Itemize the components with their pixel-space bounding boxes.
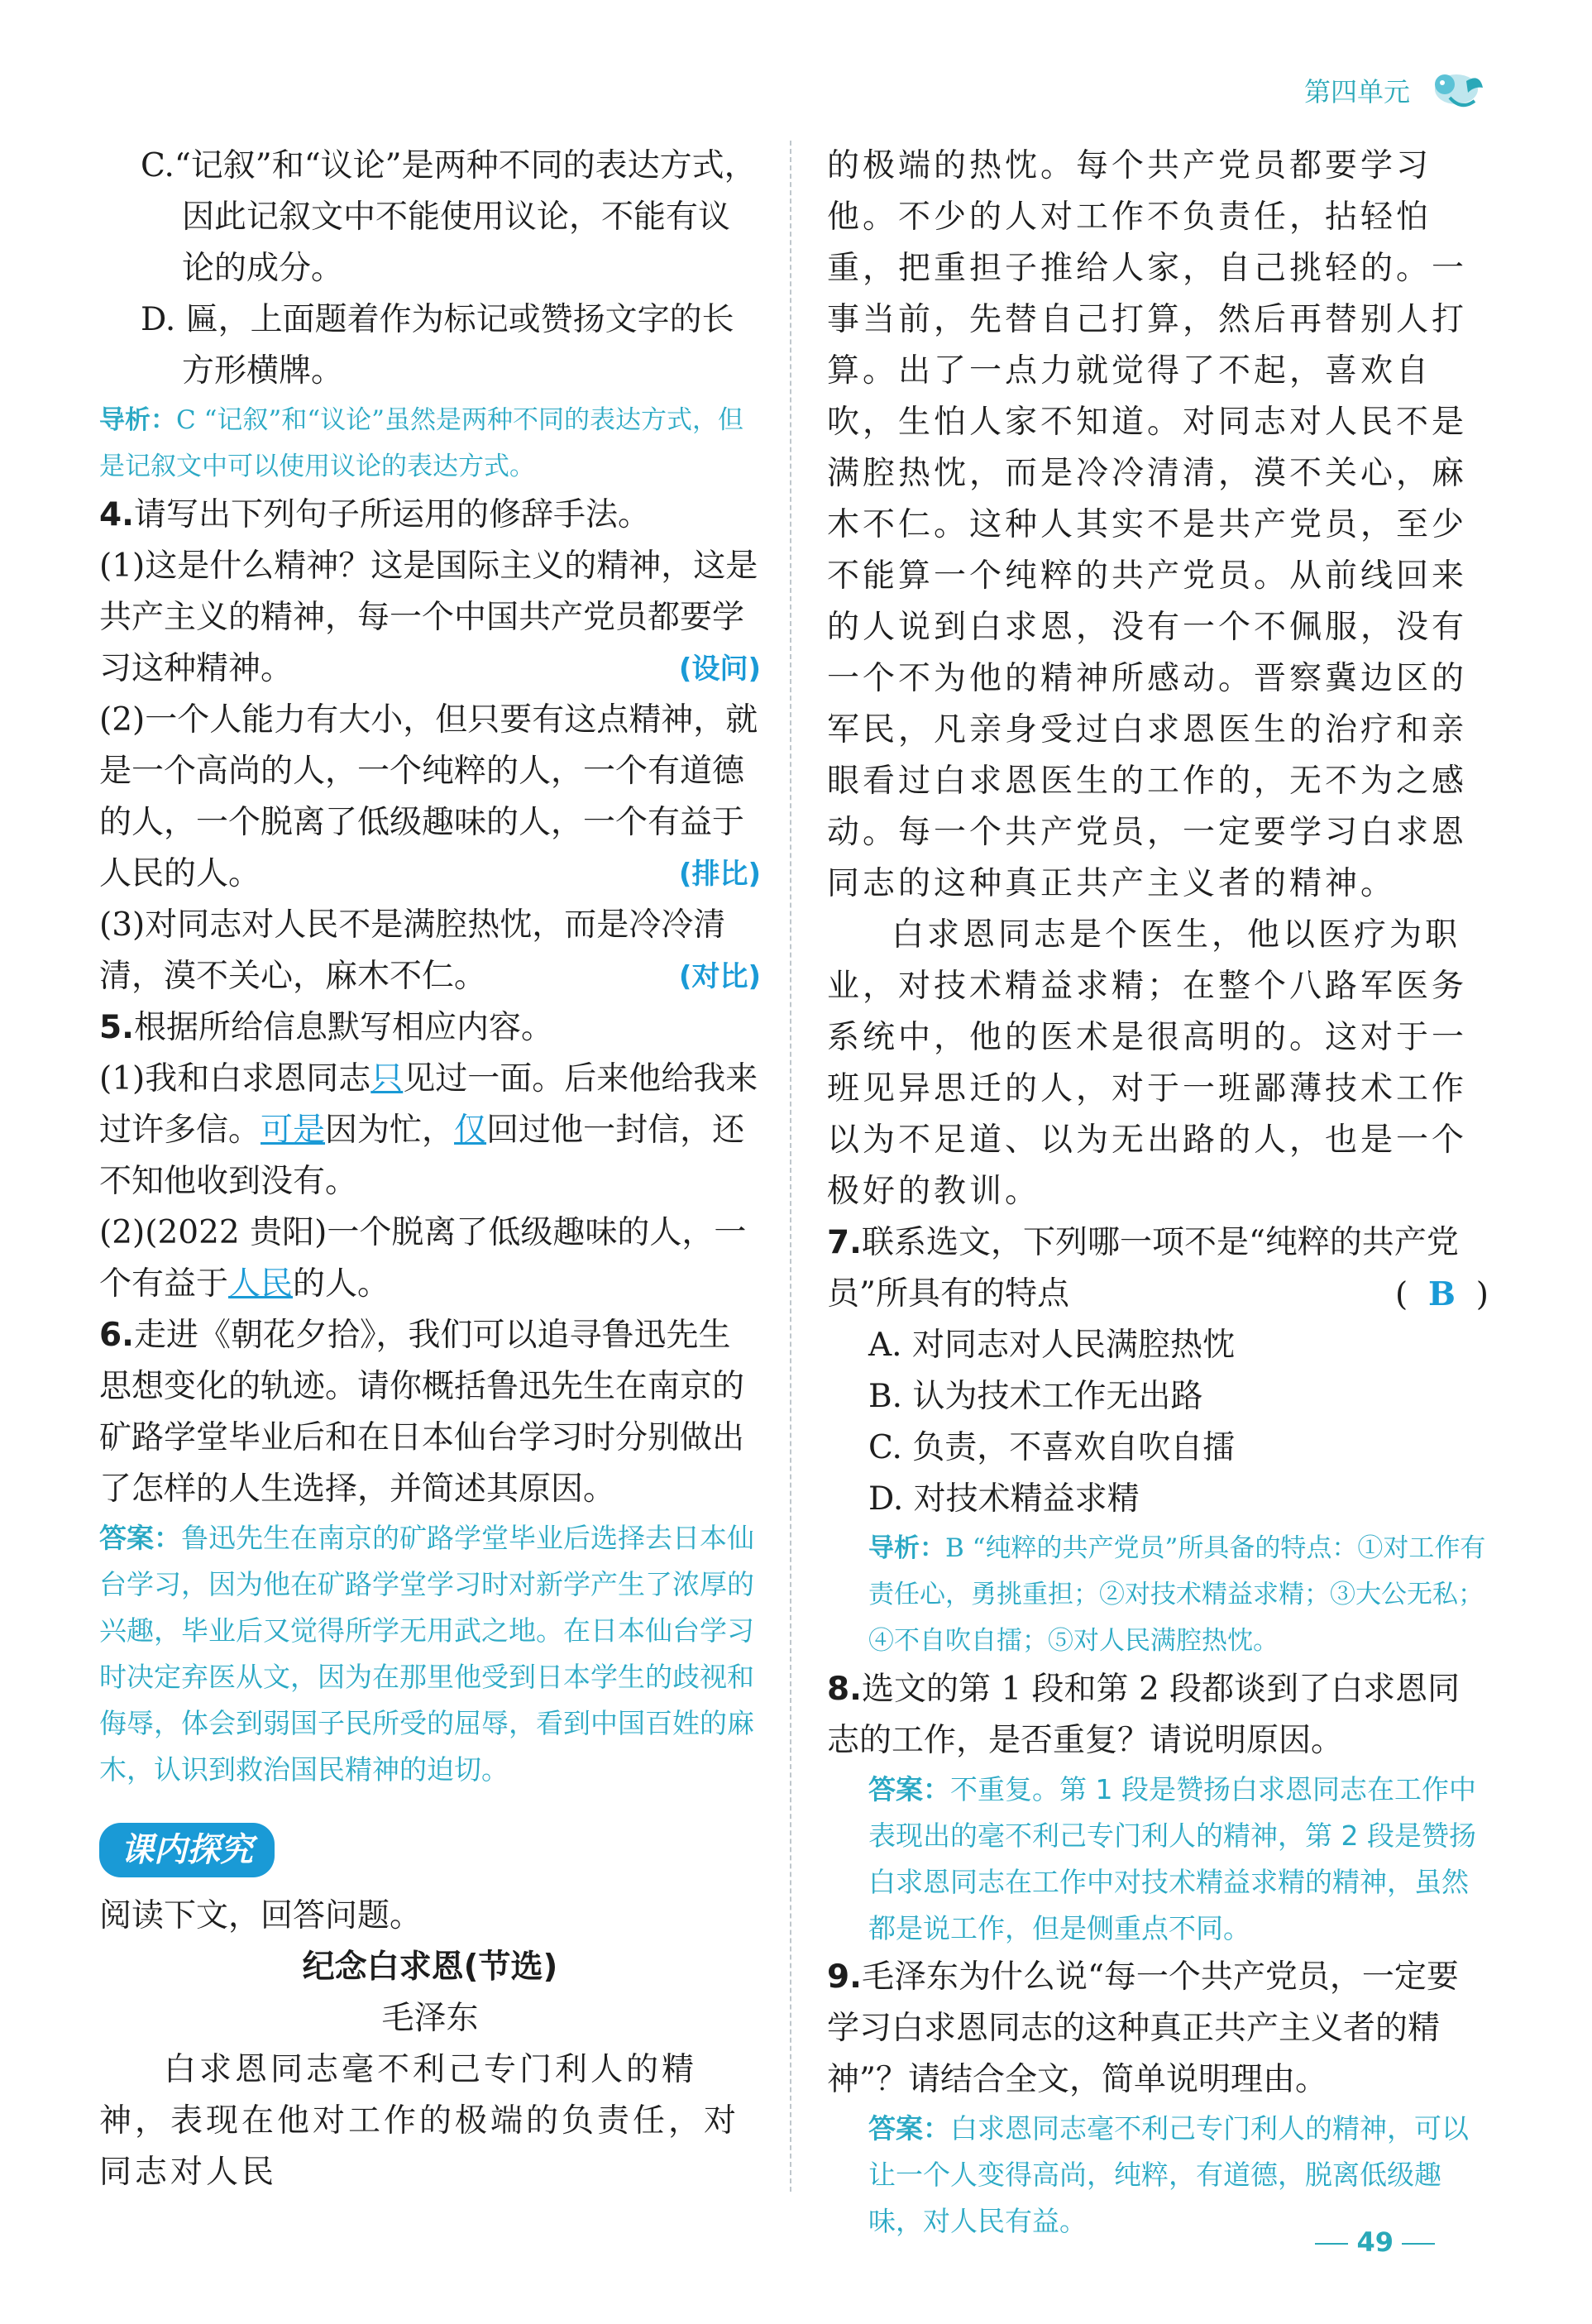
question-text: 走进《朝花夕拾》，我们可以追寻鲁迅先生思想变化的轨迹。请你概括鲁迅先生在南京的矿路学堂毕业后和在日本仙台学习时分别做出了怎样的人生选择，并简述其原因。 (99, 1317, 745, 1508)
answer-text: 鲁迅先生在南京的矿路学堂毕业后选择去日本仙台学习，因为他在矿路学堂学习时对新学产生了浓厚的兴趣，毕业后又觉得所学无用武之地。在日本仙台学习时决定弃医从文，因为在那里他受到日本学生的歧视和侮辱，体会到弱国子民所受的屈辱，看到中国百姓的麻木，认识到救治国民精神的迫切。 (99, 1522, 754, 1786)
article-paragraph-cont: 的极端的热忱。每个共产党员都要学习他。不少的人对工作不负责任，拈轻怕重，把重担子推给人家，自己挑轻的。一事当前，先替自己打算，然后再替别人打算。出了一点力就觉得了不起，喜欢自吹，生怕人家不知道。对同志对人民不是满腔热忱，而是冷冷清清，漠不关心，麻木不仁。这种人其实不是共产党员，至少不能算一个纯粹的共产党员。从前线回来的人说到白求恩，没有一个不佩服，没有一个不为他的精神所感动。晋察冀边区的军民，凡亲身受过白求恩医生的治疗和亲眼看过白求恩医生的工作的，无不为之感动。每一个共产党员，一定要学习白求恩同志的这种真正共产主义者的精神。 (827, 147, 1468, 902)
guide-label: 导析： (868, 1533, 945, 1563)
fill-text: 见过一面。后来他给我来过许多信。 (99, 1060, 758, 1149)
fill-text: 因为忙， (325, 1112, 455, 1149)
right-column (827, 141, 1489, 2245)
question-9 (827, 1952, 1489, 2106)
question-text: 请写出下列句子所运用的修辞手法。 (133, 496, 650, 533)
question-4 (99, 490, 761, 541)
read-prompt: 阅读下文，回答问题。 (99, 1897, 423, 1934)
fill-answer: 人民 (228, 1265, 294, 1303)
choice-answer-value: B (1428, 1275, 1456, 1313)
question-text: 根据所给信息默写相应内容。 (133, 1009, 553, 1046)
fill-text: 的人。 (293, 1265, 390, 1303)
question-5 (99, 1002, 761, 1054)
option-d: D. 匾，上面题着作为标记或赞扬文字的长方形横牌。 (141, 301, 734, 390)
article-author: 毛泽东 (381, 2000, 479, 2037)
answer-tag: (对比) (678, 960, 761, 993)
fill-answer: 仅 (454, 1112, 487, 1149)
question-text: 联系选文，下列哪一项不是“纯粹的共产党员”所具有的特点 (827, 1224, 1459, 1313)
fill-text: (2)(2022 贵阳)一个脱离了低级趣味的人，一个有益于 (99, 1214, 747, 1303)
bird-icon (1425, 65, 1484, 112)
q4-item-2 (99, 695, 761, 900)
question-number: 4. (99, 496, 134, 533)
fill-answer: 可是 (261, 1112, 326, 1149)
choice-answer: ( B ) (1395, 1275, 1489, 1313)
page-number: 49 (1307, 2226, 1443, 2258)
left-column (99, 141, 761, 2198)
q4-item-3 (99, 900, 761, 1002)
q4-item-1 (99, 541, 761, 695)
answer-text: 不重复。第 1 段是赞扬白求恩同志在工作中表现出的毫不利己专门利人的精神，第 2 段是赞扬白求恩同志在工作中对技术精益求精的精神，虽然都是说工作，但是侧重点不同。 (868, 1773, 1476, 1944)
answer-tag: (排比) (678, 858, 761, 891)
section-badge: 课内探究 (99, 1823, 275, 1877)
question-7 (827, 1217, 1489, 1320)
option-c: C.“记叙”和“议论”是两种不同的表达方式，因此记叙文中不能使用议论，不能有议论的成分。 (141, 147, 757, 287)
article-paragraph-2: 白求恩同志是个医生，他以医疗为职业，对技术精益求精；在整个八路军医务系统中，他的医术是很高明的。这对于一班见异思迁的人，对于一班鄙薄技术工作以为不足道、以为无出路的人，也是一个极好的教训。 (827, 916, 1468, 1210)
item-text: (1)这是什么精神？这是国际主义的精神，这是共产主义的精神，每一个中国共产党员都要学习这种精神。 (99, 548, 758, 687)
question-number: 5. (99, 1009, 134, 1046)
choice-b: B. 认为技术工作无出路 (868, 1378, 1203, 1415)
column-divider (790, 141, 791, 2192)
article-paragraph: 白求恩同志毫不利己专门利人的精神，表现在他对工作的极端的负责任，对同志对人民 (99, 2051, 740, 2191)
guide-label: 导析： (99, 405, 176, 435)
choice-d: D. 对技术精益求精 (868, 1480, 1140, 1518)
guide-text: C “记叙”和“议论”虽然是两种不同的表达方式，但是记叙文中可以使用议论的表达方式。 (99, 405, 743, 481)
question-6 (99, 1310, 761, 1515)
q5-item-1 (99, 1054, 761, 1207)
item-text: (2)一个人能力有大小，但只要有这点精神，就是一个高尚的人，一个纯粹的人，一个有道德的人，一个脱离了低级趣味的人，一个有益于人民的人。 (99, 701, 758, 892)
question-text: 选文的第 1 段和第 2 段都谈到了白求恩同志的工作，是否重复？请说明原因。 (827, 1671, 1461, 1759)
question-number: 9. (827, 1958, 862, 1996)
answer-label: 答案： (99, 1522, 181, 1554)
fill-answer: 只 (371, 1060, 404, 1097)
guide-7 (827, 1525, 1489, 1664)
fill-text: 回过他一封信，还不知他收到没有。 (99, 1112, 745, 1200)
answer-8 (827, 1767, 1489, 1952)
question-text: 毛泽东为什么说“每一个共产党员，一定要学习白求恩同志的这种真正共产主义者的精神”？请结合全文，简单说明理由。 (827, 1958, 1459, 2098)
answer-9 (827, 2106, 1489, 2245)
guide-3 (99, 397, 761, 490)
question-number: 8. (827, 1671, 862, 1708)
choice-c: C. 负责，不喜欢自吹自擂 (868, 1429, 1236, 1466)
question-number: 6. (99, 1317, 134, 1354)
q5-item-2 (99, 1207, 761, 1310)
choice-a: A. 对同志对人民满腔热忱 (868, 1327, 1235, 1364)
unit-label: 第四单元 (1303, 76, 1410, 108)
article-title: 纪念白求恩(节选) (302, 1949, 558, 1986)
fill-text: (1)我和白求恩同志 (99, 1060, 371, 1097)
answer-text: 白求恩同志毫不利己专门利人的精神，可以让一个人变得高尚，纯粹，有道德，脱离低级趣味，对人民有益。 (868, 2112, 1469, 2237)
item-text: (3)对同志对人民不是满腔热忱，而是冷冷清清，漠不关心，麻木不仁。 (99, 906, 726, 995)
answer-tag: (设问) (678, 653, 761, 686)
answer-6 (99, 1515, 761, 1793)
answer-label: 答案： (868, 1773, 950, 1805)
answer-label: 答案： (868, 2112, 950, 2145)
question-number: 7. (827, 1224, 862, 1261)
guide-text: B “纯粹的共产党员”所具备的特点：①对工作有责任心，勇挑重担；②对技术精益求精；③大公无私；④不自吹自擂；⑤对人民满腔热忱。 (868, 1533, 1486, 1656)
question-8 (827, 1664, 1489, 1767)
